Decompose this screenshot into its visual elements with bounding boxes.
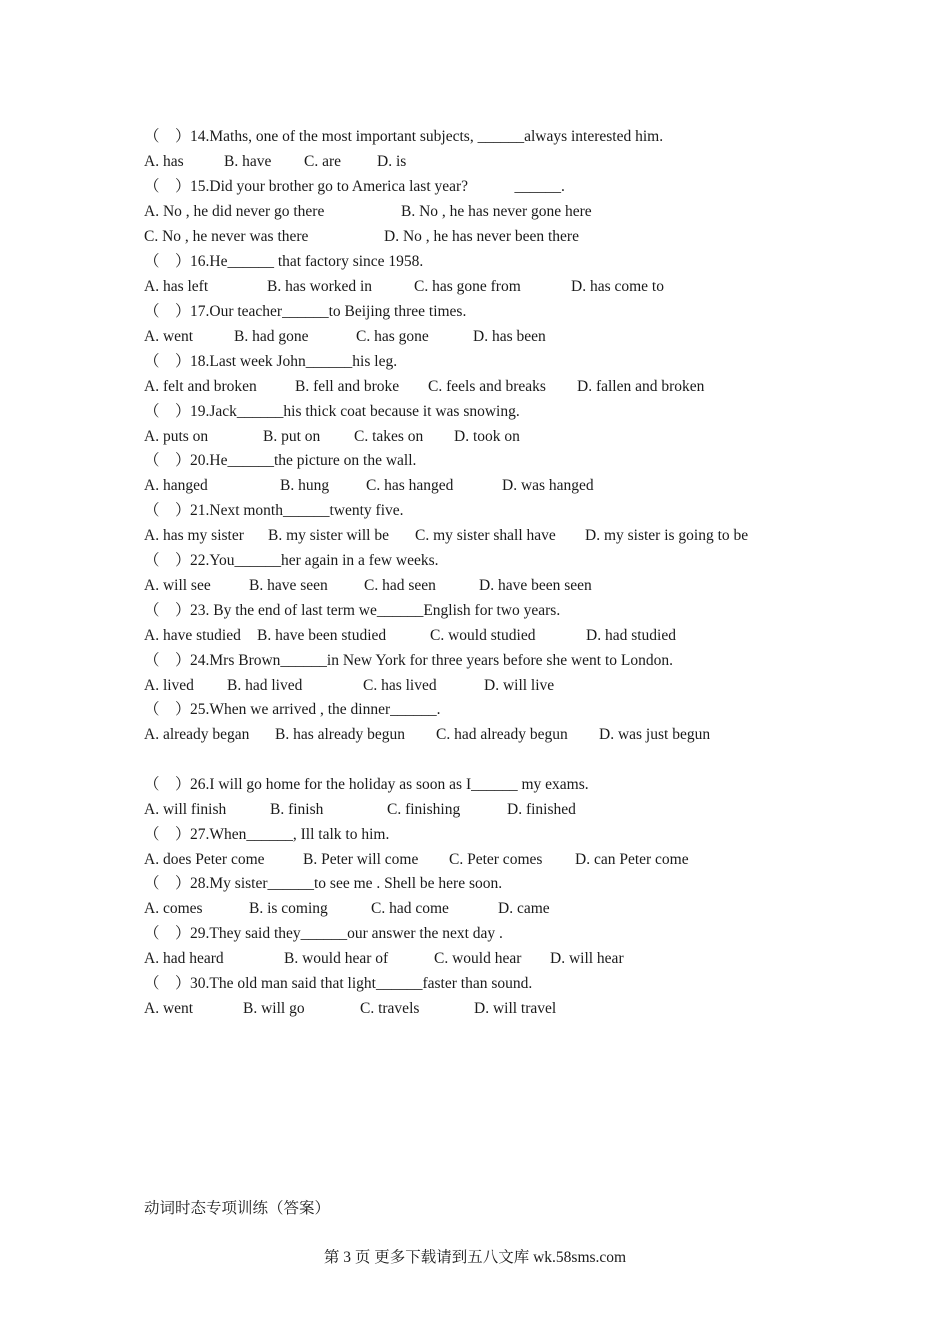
- answer-bracket: （ ）: [144, 128, 191, 145]
- question-stem: 29.They said they______our answer the next day .: [190, 925, 503, 942]
- option-b: B. would hear of: [284, 950, 389, 967]
- question-stem: 28.My sister______to see me . Shell be here soon.: [190, 875, 503, 892]
- option-d: D. No , he has never been there: [384, 228, 579, 245]
- option-c: C. takes on: [354, 428, 424, 445]
- question-stem: 23. By the end of last term we______English for two years.: [190, 602, 561, 619]
- option-d: D. can Peter come: [575, 851, 689, 868]
- question-22: [144, 551, 439, 571]
- options-19: [144, 427, 520, 447]
- question-stem: 21.Next month______twenty five.: [190, 502, 404, 519]
- option-c: C. feels and breaks: [428, 378, 546, 395]
- question-stem: 14.Maths, one of the most important subjects, ______always interested him.: [190, 128, 664, 145]
- answer-bracket: （ ）: [144, 303, 191, 320]
- question-21: [144, 501, 404, 521]
- question-14: [144, 127, 663, 147]
- option-d: D. has come to: [571, 278, 664, 295]
- option-d: D. had studied: [586, 627, 676, 644]
- options-22: [144, 576, 592, 596]
- option-d: D. was just begun: [599, 726, 711, 743]
- answer-bracket: （ ）: [144, 353, 191, 370]
- option-c: C. Peter comes: [449, 851, 543, 868]
- options-23: [144, 626, 676, 646]
- options-16: [144, 277, 664, 297]
- option-a: A. lived: [144, 677, 194, 694]
- answer-bracket: （ ）: [144, 602, 191, 619]
- answer-bracket: （ ）: [144, 925, 191, 942]
- option-c: C. would hear: [434, 950, 522, 967]
- options-15-row-1: [144, 202, 592, 222]
- option-d: D. finished: [507, 801, 576, 818]
- option-b: B. have seen: [249, 577, 328, 594]
- option-d: D. my sister is going to be: [585, 527, 749, 544]
- option-d: D. fallen and broken: [577, 378, 705, 395]
- option-d: D. have been seen: [479, 577, 592, 594]
- question-15: [144, 177, 565, 197]
- option-a: A. has my sister: [144, 527, 244, 544]
- options-28: [144, 899, 550, 919]
- question-stem: 30.The old man said that light______faster than sound.: [190, 975, 533, 992]
- option-b: B. is coming: [249, 900, 328, 917]
- option-b: B. have: [224, 153, 272, 170]
- options-17: [144, 327, 546, 347]
- option-a: A. No , he did never go there: [144, 203, 325, 220]
- answer-bracket: （ ）: [144, 875, 191, 892]
- option-d: D. took on: [454, 428, 520, 445]
- answer-bracket: （ ）: [144, 826, 191, 843]
- option-a: A. already began: [144, 726, 250, 743]
- options-25: [144, 725, 711, 745]
- option-c: C. my sister shall have: [415, 527, 556, 544]
- option-d: D. is: [377, 153, 407, 170]
- question-stem: 24.Mrs Brown______in New York for three years before she went to London.: [190, 652, 673, 669]
- option-a: A. had heard: [144, 950, 224, 967]
- question-28: [144, 874, 502, 894]
- option-c: C. had come: [371, 900, 449, 917]
- answer-section-title: 动词时态专项训练（答案）: [144, 1200, 331, 1217]
- option-c: C. had already begun: [436, 726, 568, 743]
- answer-bracket: （ ）: [144, 403, 191, 420]
- options-18: [144, 377, 705, 397]
- option-b: B. Peter will come: [303, 851, 419, 868]
- option-b: B. fell and broke: [295, 378, 400, 395]
- option-a: A. will finish: [144, 801, 227, 818]
- options-21: [144, 526, 749, 546]
- page-footer: 第 3 页 更多下载请到五八文库 wk.58sms.com: [323, 1249, 627, 1266]
- options-20: [144, 476, 594, 496]
- options-30: [144, 999, 557, 1019]
- option-a: A. will see: [144, 577, 211, 594]
- options-29: [144, 949, 624, 969]
- question-stem: 25.When we arrived , the dinner______.: [190, 701, 441, 718]
- answer-bracket: （ ）: [144, 701, 191, 718]
- option-c: C. has gone from: [414, 278, 521, 295]
- question-20: [144, 451, 416, 471]
- option-d: D. was hanged: [502, 477, 594, 494]
- option-b: B. No , he has never gone here: [401, 203, 592, 220]
- option-b: B. my sister will be: [268, 527, 389, 544]
- question-stem: 17.Our teacher______to Beijing three times.: [190, 303, 467, 320]
- question-stem: 26.I will go home for the holiday as soon as I______ my exams.: [190, 776, 589, 793]
- option-b: B. has already begun: [275, 726, 405, 743]
- option-a: A. have studied: [144, 627, 241, 644]
- question-27: [144, 825, 389, 845]
- option-c: C. had seen: [364, 577, 436, 594]
- question-stem: 27.When______, Ill talk to him.: [190, 826, 390, 843]
- option-d: D. will travel: [474, 1000, 557, 1017]
- question-stem: 15.Did your brother go to America last year? ______.: [190, 178, 565, 195]
- answer-bracket: （ ）: [144, 776, 191, 793]
- answer-bracket: （ ）: [144, 178, 191, 195]
- option-a: A. hanged: [144, 477, 208, 494]
- option-b: B. have been studied: [257, 627, 387, 644]
- question-24: [144, 651, 673, 671]
- option-b: B. put on: [263, 428, 321, 445]
- option-a: A. has: [144, 153, 184, 170]
- option-b: B. has worked in: [267, 278, 373, 295]
- option-c: C. travels: [360, 1000, 420, 1017]
- option-d: D. will hear: [550, 950, 624, 967]
- question-stem: 19.Jack______his thick coat because it was snowing.: [190, 403, 520, 420]
- option-a: A. puts on: [144, 428, 209, 445]
- answer-bracket: （ ）: [144, 975, 191, 992]
- question-23: [144, 601, 560, 621]
- question-stem: 18.Last week John______his leg.: [190, 353, 398, 370]
- option-c: C. would studied: [430, 627, 536, 644]
- option-a: A. went: [144, 1000, 194, 1017]
- question-stem: 22.You______her again in a few weeks.: [190, 552, 439, 569]
- option-a: A. has left: [144, 278, 209, 295]
- option-c: C. No , he never was there: [144, 228, 309, 245]
- question-25: [144, 700, 441, 720]
- question-29: [144, 924, 503, 944]
- answer-bracket: （ ）: [144, 502, 191, 519]
- question-stem: 16.He______ that factory since 1958.: [190, 253, 424, 270]
- question-stem: 20.He______the picture on the wall.: [190, 452, 417, 469]
- options-24: [144, 676, 555, 696]
- option-c: C. has hanged: [366, 477, 454, 494]
- option-b: B. finish: [270, 801, 324, 818]
- question-18: [144, 352, 397, 372]
- option-c: C. finishing: [387, 801, 461, 818]
- question-30: [144, 974, 532, 994]
- answer-bracket: （ ）: [144, 253, 191, 270]
- answer-bracket: （ ）: [144, 452, 191, 469]
- option-c: C. has gone: [356, 328, 429, 345]
- question-26: [144, 775, 589, 795]
- option-c: C. has lived: [363, 677, 437, 694]
- options-14: [144, 152, 407, 172]
- question-19: [144, 402, 520, 422]
- option-a: A. felt and broken: [144, 378, 257, 395]
- answer-bracket: （ ）: [144, 552, 191, 569]
- option-a: A. went: [144, 328, 194, 345]
- question-16: [144, 252, 423, 272]
- answer-bracket: （ ）: [144, 652, 191, 669]
- options-27: [144, 850, 689, 870]
- question-17: [144, 302, 466, 322]
- option-b: B. had lived: [227, 677, 303, 694]
- option-a: A. does Peter come: [144, 851, 265, 868]
- option-b: B. will go: [243, 1000, 305, 1017]
- option-b: B. hung: [280, 477, 330, 494]
- option-b: B. had gone: [234, 328, 309, 345]
- options-26: [144, 800, 576, 820]
- option-d: D. came: [498, 900, 550, 917]
- option-c: C. are: [304, 153, 342, 170]
- option-d: D. will live: [484, 677, 555, 694]
- option-a: A. comes: [144, 900, 203, 917]
- option-d: D. has been: [473, 328, 546, 345]
- options-15-row-2: [144, 227, 579, 247]
